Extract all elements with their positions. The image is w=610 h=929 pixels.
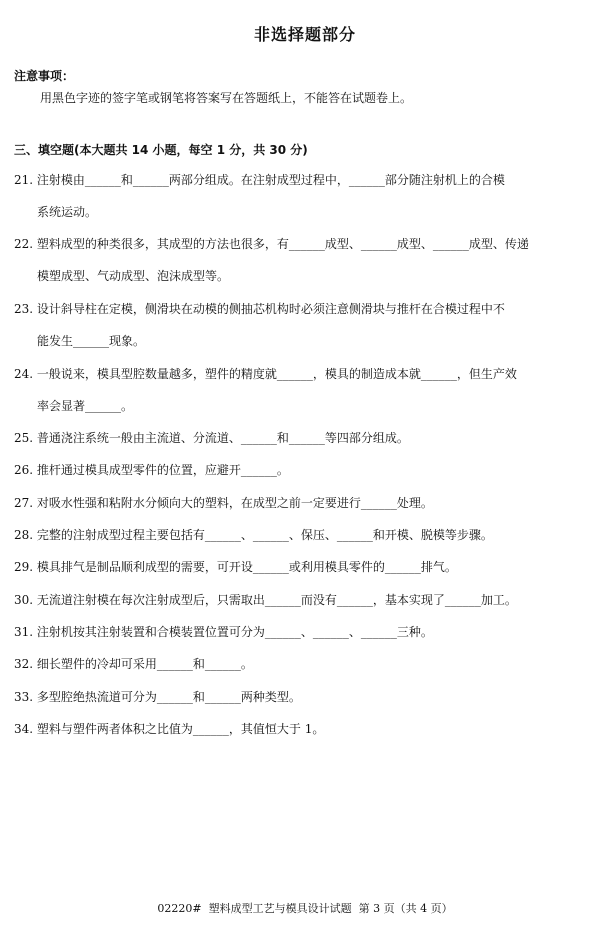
question-23 <box>14 301 600 348</box>
question-continuation: 系统运动。 <box>37 205 98 219</box>
question-21 <box>14 172 600 219</box>
question-line: 21. 注射模由______和______两部分组成。在注射成型过程中，______部分随注射机上的合模 <box>14 173 505 187</box>
question-32 <box>14 656 600 672</box>
question-line: 29. 模具排气是制品顺利成型的需要，可开设______或利用模具零件的______排气。 <box>14 560 457 574</box>
question-line: 31. 注射机按其注射装置和合模装置位置可分为______、______、______三种。 <box>14 625 433 639</box>
question-29 <box>14 559 600 575</box>
question-line: 26. 推杆通过模具成型零件的位置，应避开______。 <box>14 463 289 477</box>
question-line: 32. 细长塑件的冷却可采用______和______。 <box>14 657 253 671</box>
question-24 <box>14 366 600 413</box>
question-34 <box>14 721 600 737</box>
question-line: 28. 完整的注射成型过程主要包括有______、______、保压、______和开模、脱模等步骤。 <box>14 528 493 542</box>
question-27 <box>14 495 600 511</box>
page-title: 非选择题部分 <box>253 25 356 44</box>
question-31 <box>14 624 600 640</box>
notice-text: 用黑色字迹的签字笔或钢笔将答案写在答题纸上，不能答在试题卷上。 <box>40 91 413 105</box>
question-continuation: 能发生______现象。 <box>37 334 146 348</box>
page-footer: 02220# 塑料成型工艺与模具设计试题 第 3 页（共 4 页） <box>157 902 453 915</box>
question-continuation: 模塑成型、气动成型、泡沫成型等。 <box>37 269 230 283</box>
question-22 <box>14 236 600 283</box>
question-line: 27. 对吸水性强和粘附水分倾向大的塑料，在成型之前一定要进行______处理。 <box>14 496 433 510</box>
question-30 <box>14 592 600 608</box>
question-28 <box>14 527 600 543</box>
question-line: 34. 塑料与塑件两者体积之比值为______，其值恒大于 1。 <box>14 722 325 736</box>
question-line: 22. 塑料成型的种类很多，其成型的方法也很多，有______成型、______成型、______成型、传递 <box>14 237 529 251</box>
question-33 <box>14 689 600 705</box>
question-line: 33. 多型腔绝热流道可分为______和______两种类型。 <box>14 690 301 704</box>
question-line: 30. 无流道注射模在每次注射成型后，只需取出______而没有______，基本实现了______加工。 <box>14 593 517 607</box>
question-line: 25. 普通浇注系统一般由主流道、分流道、______和______等四部分组成。 <box>14 431 409 445</box>
question-line: 24. 一般说来，模具型腔数量越多，塑件的精度就______，模具的制造成本就______，但生产效 <box>14 367 517 381</box>
section-heading: 三、填空题(本大题共 14 小题，每空 1 分，共 30 分) <box>14 143 308 157</box>
question-continuation: 率会显著______。 <box>37 399 134 413</box>
question-26 <box>14 462 600 478</box>
question-line: 23. 设计斜导柱在定模，侧滑块在动模的侧抽芯机构时必须注意侧滑块与推杆在合模过程中不 <box>14 302 505 316</box>
question-25 <box>14 430 600 446</box>
notice-heading: 注意事项： <box>14 69 75 83</box>
